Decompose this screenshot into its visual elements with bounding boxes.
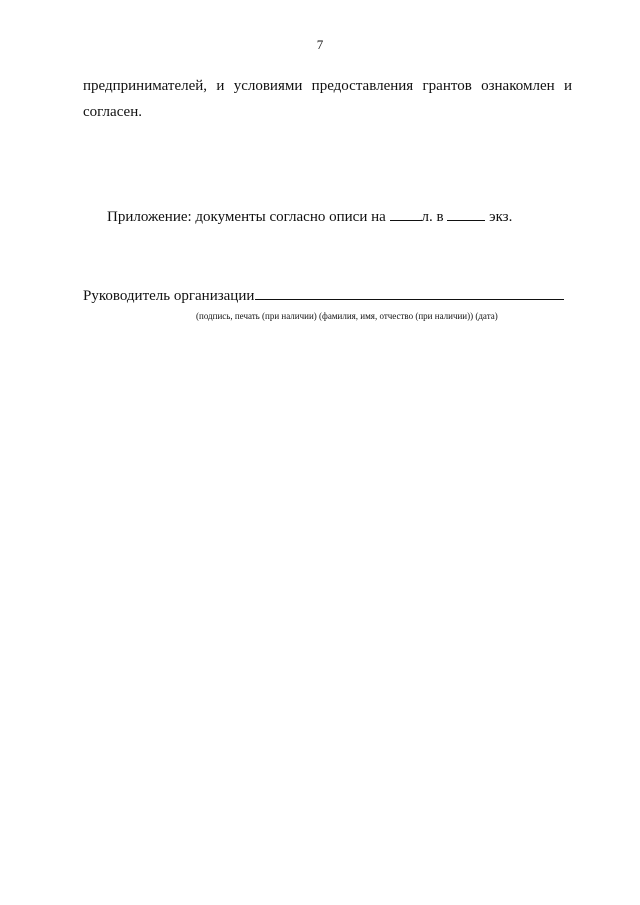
signature-field[interactable] <box>255 284 564 300</box>
paragraph-line-1 <box>83 76 572 96</box>
attachment-middle: л. в <box>421 209 448 225</box>
paragraph-word: и <box>563 78 572 94</box>
head-signature-label: Руководитель организации <box>83 288 255 304</box>
head-signature-line <box>83 284 564 306</box>
attachment-line <box>107 206 512 227</box>
paragraph-word: грантов <box>422 78 472 94</box>
page-number: 7 <box>316 37 324 52</box>
copies-count-field[interactable] <box>447 206 485 221</box>
signature-caption: (подпись, печать (при наличии) (фамилия, имя, отчество (при наличии)) (дата) <box>196 311 498 321</box>
paragraph-word: ознакомлен <box>481 78 555 94</box>
paragraph-line-2: согласен. <box>83 104 142 120</box>
paragraph-word: предпринимателей, <box>83 78 208 94</box>
paragraph-word: и <box>216 78 225 94</box>
sheets-count-field[interactable] <box>390 206 422 221</box>
paragraph-word: предоставления <box>311 78 414 94</box>
attachment-prefix: Приложение: документы согласно описи на <box>107 209 390 225</box>
attachment-suffix: экз. <box>485 209 513 225</box>
paragraph-word: условиями <box>233 78 303 94</box>
